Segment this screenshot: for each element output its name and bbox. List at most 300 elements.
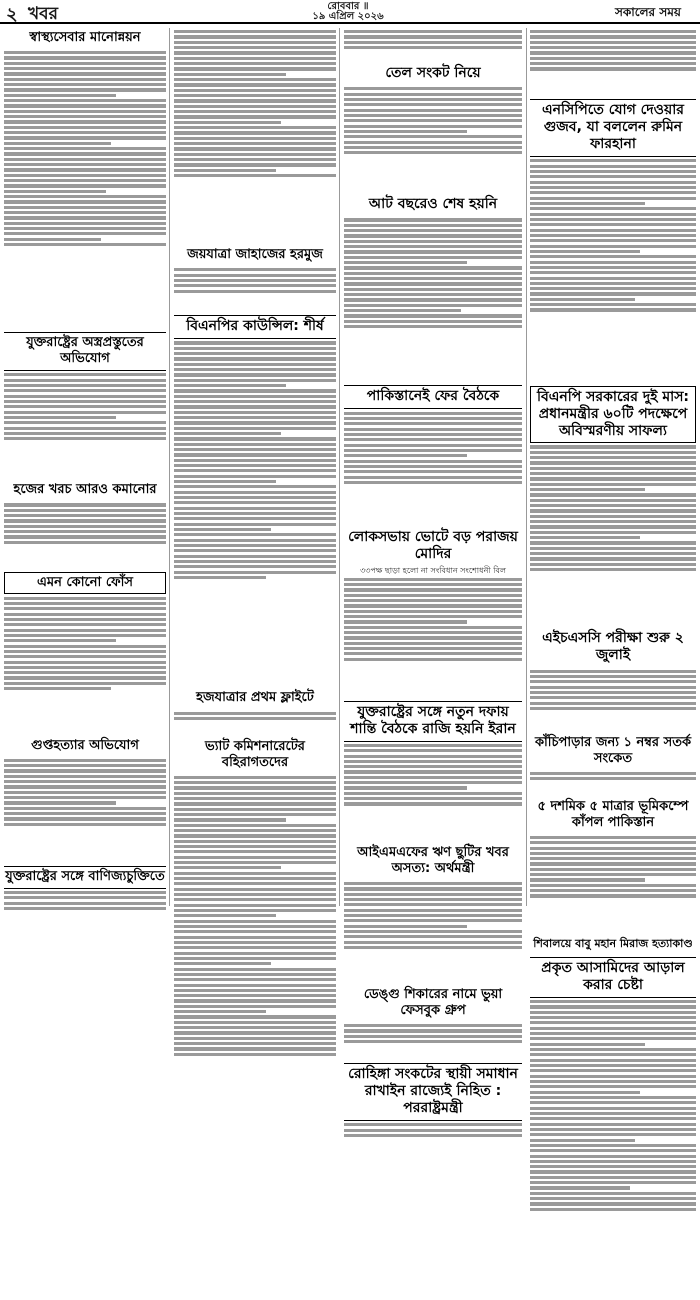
body-line (344, 1123, 522, 1126)
body-line (4, 791, 166, 794)
body-line (344, 786, 467, 789)
body-line (174, 861, 336, 864)
body-line (530, 1208, 696, 1211)
body-line (174, 126, 336, 129)
body-line (174, 480, 276, 483)
body-line (174, 405, 336, 408)
body-line (344, 930, 522, 933)
body-line (4, 602, 166, 605)
body-line (530, 223, 696, 226)
body-line (344, 604, 522, 607)
story-headline[interactable]: এনসিপিতে যোগ দেওয়ার গুজব, যা বললেন রুমিন ফারহানা (530, 99, 696, 157)
story[interactable] (530, 935, 696, 954)
story-headline[interactable]: বিএনপি সরকারের দুই মাস: প্রধানমন্ত্রীর ৬০টি পদক্ষেপে অবিস্মরণীয় সাফল্য (530, 386, 696, 443)
body-line (344, 1040, 522, 1043)
story-headline[interactable]: যুক্তরাষ্ট্রের সঙ্গে বাণিজ্যচুক্তিতে (4, 866, 166, 889)
body-line (344, 224, 522, 227)
body-line (4, 136, 166, 139)
story[interactable] (530, 628, 696, 729)
body-line (530, 62, 696, 65)
body-line (4, 629, 166, 632)
body-line (530, 691, 696, 694)
body-line (4, 373, 166, 376)
story-body (530, 772, 696, 794)
body-line (4, 421, 166, 424)
body-line (344, 314, 522, 317)
body-line (174, 802, 336, 805)
body-line (530, 46, 696, 49)
body-line (530, 1048, 696, 1051)
body-line (530, 67, 696, 70)
body-line (174, 30, 336, 33)
story-body (174, 268, 336, 312)
body-line (174, 973, 336, 976)
body-line (174, 946, 336, 949)
body-line (174, 35, 336, 38)
body-line (4, 891, 166, 894)
body-line (174, 792, 336, 795)
body-line (530, 841, 696, 844)
body-line (4, 535, 166, 538)
story-body (4, 503, 166, 569)
body-line (530, 213, 696, 216)
body-line (530, 836, 696, 839)
body-line (4, 530, 166, 533)
body-line (174, 994, 336, 997)
body-line (174, 501, 336, 504)
body-line (344, 1035, 522, 1038)
body-line (174, 83, 336, 86)
body-line (174, 544, 336, 547)
body-line (530, 1011, 696, 1014)
body-line (530, 30, 696, 33)
body-line (4, 104, 166, 107)
body-line (344, 46, 522, 49)
story[interactable] (530, 797, 696, 932)
body-line (174, 491, 336, 494)
body-line (174, 373, 336, 376)
body-line (530, 261, 696, 264)
story[interactable] (530, 957, 696, 1300)
body-line (344, 909, 522, 912)
body-line (174, 115, 336, 118)
body-line (4, 775, 166, 778)
body-line (4, 115, 166, 118)
body-line (530, 504, 696, 507)
body-line (174, 1010, 266, 1013)
body-line (174, 808, 336, 811)
body-line (530, 1069, 696, 1072)
body-line (530, 873, 696, 876)
story-headline[interactable]: আইএমএফের ঋণ ছুটির খবর অসত্য: অর্থমন্ত্রী (357, 844, 509, 876)
body-line (530, 1064, 696, 1067)
story[interactable] (4, 572, 166, 732)
body-line (344, 797, 522, 800)
story[interactable] (174, 315, 336, 685)
body-line (174, 89, 336, 92)
story-headline[interactable]: স্বাস্থ্যসেবার মানোন্নয়ন (29, 30, 141, 45)
body-line (344, 636, 522, 639)
body-line (530, 520, 696, 523)
story[interactable] (174, 245, 336, 312)
story[interactable] (4, 866, 166, 921)
story[interactable] (4, 332, 166, 477)
body-line (530, 35, 696, 38)
body-line (174, 528, 271, 531)
page-number: ২ (6, 4, 18, 25)
body-line (344, 103, 522, 106)
body-line (174, 909, 336, 912)
story[interactable] (344, 385, 522, 523)
body-line (530, 531, 696, 534)
body-line (344, 599, 522, 602)
body-line (4, 110, 166, 113)
column-1 (4, 28, 166, 906)
story[interactable] (530, 99, 696, 383)
body-line (530, 1101, 696, 1104)
story-body (344, 744, 522, 840)
body-line (530, 675, 696, 678)
story[interactable] (344, 985, 522, 1060)
story-headline[interactable]: কাঁচিপাড়ার জন্য ১ নম্বর সতর্ক সংকেত (534, 734, 692, 766)
body-line (530, 1165, 696, 1168)
body-line (530, 1149, 696, 1152)
body-line (174, 786, 336, 789)
story-headline[interactable]: হজের খরচ আরও কমানোর (13, 482, 157, 498)
body-line (174, 51, 336, 54)
dateline (248, 2, 448, 22)
body-line (174, 169, 276, 172)
story-headline[interactable]: জয়যাত্রা জাহাজের হরমুজ (187, 247, 323, 263)
story-headline[interactable]: রোহিঙ্গা সংকটের স্থায়ী সমাধান রাখাইন রাজ্যেই নিহিত : পররাষ্ট্রমন্ত্রী (344, 1063, 522, 1121)
body-line (174, 78, 336, 81)
story-kicker: শিবালয়ে বাবু মহান মিরাজ হত্যাকাণ্ড (533, 936, 693, 950)
body-line (4, 411, 166, 414)
column-3 (344, 28, 522, 1117)
body-line (530, 292, 696, 295)
body-line (174, 1031, 336, 1034)
body-line (4, 607, 166, 610)
body-line (174, 549, 336, 552)
body-line (530, 175, 696, 178)
body-line (344, 277, 522, 280)
body-line (530, 165, 696, 168)
body-line (174, 448, 336, 451)
body-line (4, 395, 166, 398)
story[interactable] (530, 386, 696, 625)
story-headline[interactable]: ৫ দশমিক ৫ মাত্রার ভূমিকম্পে কাঁপল পাকিস্তান (537, 798, 689, 830)
body-line (174, 62, 336, 65)
column-rule (526, 28, 527, 906)
body-line (530, 563, 696, 566)
body-line (4, 243, 166, 246)
body-line (530, 202, 645, 205)
body-line (344, 309, 461, 312)
body-line (530, 857, 696, 860)
body-line (174, 379, 336, 382)
body-line (174, 363, 336, 366)
body-line (344, 412, 522, 415)
body-line (174, 1021, 336, 1024)
body-line (530, 461, 696, 464)
body-line (530, 1117, 696, 1120)
body-line (344, 98, 522, 101)
body-line (174, 856, 336, 859)
body-line (530, 1112, 696, 1115)
body-line (174, 459, 336, 462)
body-line (344, 615, 522, 618)
body-line (530, 250, 640, 253)
body-line (4, 796, 166, 799)
body-line (344, 760, 522, 763)
story[interactable] (344, 1063, 522, 1147)
body-line (530, 889, 696, 892)
body-line (344, 887, 522, 890)
story[interactable] (174, 30, 336, 242)
story-headline[interactable]: তেল সংকট নিয়ে (385, 65, 481, 82)
body-line (344, 288, 522, 291)
body-line (530, 1107, 696, 1110)
body-line (174, 341, 336, 344)
body-line (530, 1080, 696, 1083)
body-line (344, 261, 467, 264)
body-line (4, 416, 116, 419)
body-line (4, 152, 166, 155)
story-headline[interactable]: আট বছরেও শেষ হয়নি (368, 196, 498, 213)
body-line (344, 882, 522, 885)
body-line (4, 807, 166, 810)
body-line (344, 125, 522, 128)
story-body (174, 30, 336, 242)
body-line (344, 272, 522, 275)
body-line (174, 99, 336, 102)
story-headline[interactable]: হজযাত্রার প্রথম ফ্লাইটে (196, 690, 314, 706)
body-line (344, 620, 467, 623)
body-line (530, 707, 696, 710)
story-headline[interactable]: যুক্তরাষ্ট্রের সঙ্গে নতুন দফায় শান্তি বৈঠকে রাজি হয়নি ইরান (344, 701, 522, 742)
story-body (344, 412, 522, 524)
body-line (344, 325, 522, 328)
body-line (344, 30, 522, 33)
body-line (530, 456, 696, 459)
body-line (530, 308, 696, 311)
body-line (174, 834, 336, 837)
story[interactable] (174, 688, 336, 733)
body-line (344, 765, 522, 768)
body-line (174, 989, 336, 992)
body-line (4, 655, 166, 658)
body-line (174, 284, 336, 287)
story-body (344, 30, 522, 60)
body-line (174, 978, 336, 981)
body-line (4, 200, 166, 203)
body-line (344, 652, 522, 655)
body-line (530, 884, 696, 887)
body-line (530, 282, 696, 285)
body-line (530, 541, 696, 544)
body-line (4, 780, 166, 783)
body-line (4, 525, 166, 528)
body-line (344, 476, 522, 479)
story[interactable] (344, 527, 522, 698)
body-line (174, 57, 336, 60)
body-line (530, 1032, 696, 1035)
body-line (530, 1144, 696, 1147)
body-line (174, 368, 336, 371)
body-line (4, 131, 166, 134)
body-line (344, 151, 522, 154)
body-line (174, 845, 336, 848)
body-line (4, 120, 166, 123)
body-line (174, 936, 336, 939)
body-line (530, 1192, 696, 1195)
body-line (4, 639, 116, 642)
story-headline[interactable]: প্রকৃত আসামিদের আড়াল করার চেষ্টা (530, 957, 696, 998)
body-line (174, 73, 286, 76)
body-line (344, 250, 522, 253)
body-line (174, 432, 281, 435)
body-line (174, 158, 336, 161)
story[interactable] (344, 30, 522, 60)
story-body (530, 30, 696, 96)
body-line (530, 266, 696, 269)
body-line (344, 578, 522, 581)
body-line (530, 477, 696, 480)
body-line (174, 105, 336, 108)
body-line (4, 379, 166, 382)
body-line (530, 1085, 696, 1088)
body-line (4, 514, 166, 517)
body-line (4, 206, 166, 209)
story[interactable] (174, 737, 336, 1176)
story-headline[interactable]: ভ্যাট কমিশনারেটের বহিরাগতদের (205, 738, 305, 770)
body-line (530, 1123, 696, 1126)
story-headline[interactable]: গুপ্তহত্যার অভিযোগ (31, 737, 139, 753)
body-line (174, 290, 336, 293)
story-body (344, 578, 522, 698)
body-line (174, 866, 281, 869)
body-line (4, 142, 111, 145)
body-line (344, 41, 522, 44)
story[interactable] (344, 194, 522, 382)
story[interactable] (4, 28, 166, 329)
body-line (174, 824, 336, 827)
body-line (344, 422, 522, 425)
masthead (0, 0, 700, 24)
body-line (4, 126, 166, 129)
body-line (174, 411, 336, 414)
body-line (174, 1005, 336, 1008)
body-line (174, 1042, 336, 1045)
body-line (174, 533, 336, 536)
body-line (4, 597, 166, 600)
story-body (530, 445, 696, 625)
body-line (344, 465, 522, 468)
body-line (4, 634, 166, 637)
body-line (4, 184, 166, 187)
body-line (174, 712, 336, 715)
body-line (344, 218, 522, 221)
body-line (174, 352, 336, 355)
body-line (530, 181, 696, 184)
body-line (344, 119, 522, 122)
body-line (4, 676, 166, 679)
story[interactable] (4, 480, 166, 569)
story[interactable] (4, 736, 166, 863)
body-line (174, 571, 336, 574)
body-line (174, 421, 336, 424)
story-body (174, 776, 336, 1176)
story-headline[interactable]: এইচএসসি পরীক্ষা শুরু ২ জুলাই (542, 630, 684, 664)
story-body (4, 51, 166, 329)
body-line (174, 147, 336, 150)
body-line (344, 946, 522, 949)
body-line (344, 234, 522, 237)
body-line (174, 121, 281, 124)
body-line (344, 776, 522, 779)
body-line (530, 287, 696, 290)
body-line (530, 515, 696, 518)
body-line (530, 483, 696, 486)
body-line (344, 417, 522, 420)
body-line (344, 460, 522, 463)
body-line (530, 509, 696, 512)
story-headline[interactable]: বিএনপির কাউন্সিল: শীর্ষ (174, 315, 336, 339)
body-line (530, 467, 696, 470)
body-line (4, 62, 166, 65)
body-line (174, 94, 336, 97)
body-line (4, 99, 166, 102)
body-line (174, 469, 336, 472)
body-line (174, 174, 336, 177)
body-line (344, 449, 522, 452)
story[interactable] (344, 701, 522, 840)
body-line (174, 539, 336, 542)
body-line (344, 647, 522, 650)
story[interactable] (530, 30, 696, 96)
story-headline[interactable]: পাকিস্তানেই ফের বৈঠকে (344, 385, 522, 409)
body-line (344, 903, 522, 906)
body-line (530, 472, 696, 475)
story-headline[interactable]: যুক্তরাষ্ট্রের অস্ত্রপ্রস্তুতের অভিযোগ (4, 332, 166, 371)
body-line (174, 872, 336, 875)
body-line (530, 702, 696, 705)
body-line (344, 135, 522, 138)
body-line (344, 304, 522, 307)
story[interactable] (344, 63, 522, 191)
story-headline[interactable]: লোকসভায় ভোটে বড় পরাজয় মোদির (348, 528, 518, 562)
body-line (344, 146, 522, 149)
body-line (174, 797, 336, 800)
body-line (530, 445, 696, 448)
body-line (530, 1043, 645, 1046)
day-label: রোববার ॥ (327, 1, 369, 12)
story[interactable] (530, 733, 696, 794)
story[interactable] (344, 843, 522, 982)
body-line (174, 984, 336, 987)
body-line (530, 1133, 696, 1136)
story-headline[interactable]: ডেঙ্গু শিকারের নামে ভুয়া ফেসবুক গ্রুপ (363, 986, 503, 1018)
story-body (174, 341, 336, 685)
body-line (530, 1170, 696, 1173)
body-line (530, 686, 696, 689)
body-line (174, 1037, 336, 1040)
body-line (344, 470, 522, 473)
body-line (344, 594, 522, 597)
story-headline[interactable]: এমন কোনো ফোঁস (4, 572, 166, 594)
body-line (530, 1155, 696, 1158)
body-line (344, 229, 522, 232)
